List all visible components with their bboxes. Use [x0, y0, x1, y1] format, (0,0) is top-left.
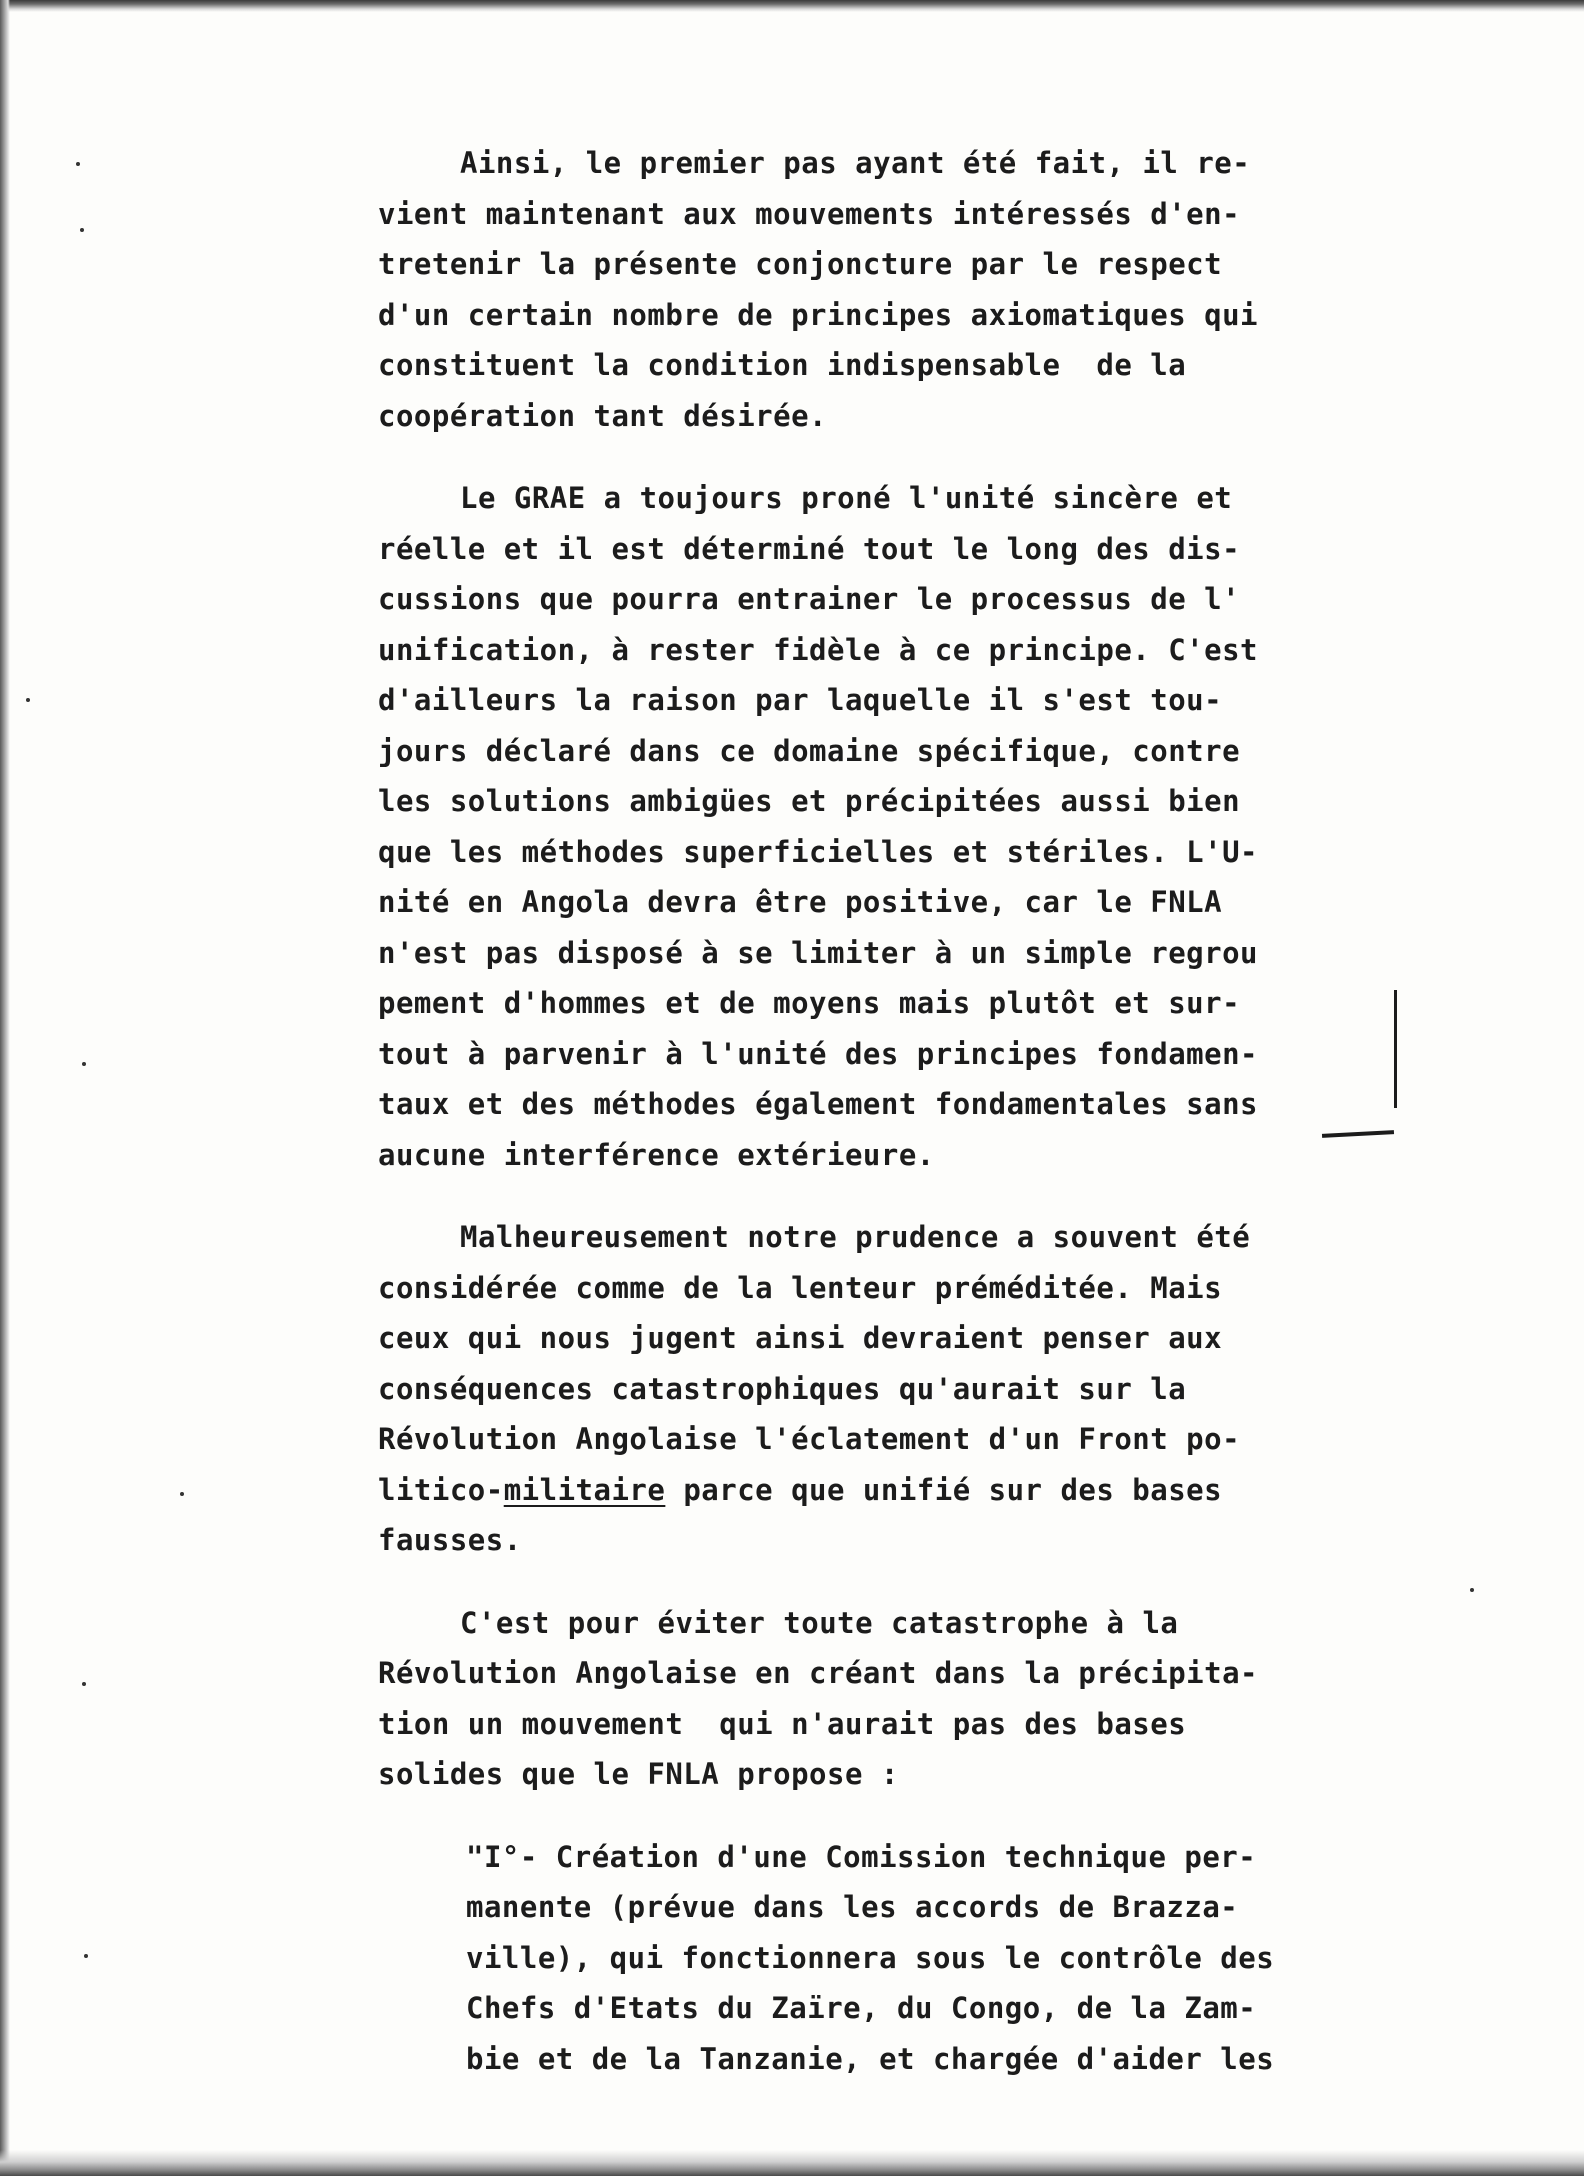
text-line: Révolution Angolaise l'éclatement d'un Front po-	[378, 1422, 1241, 1456]
text-line: les solutions ambigües et précipitées aussi bien	[378, 784, 1241, 818]
scan-speck	[82, 1062, 86, 1066]
text-line: Ainsi, le premier pas ayant été fait, il re-	[460, 146, 1251, 180]
text-line: pement d'hommes et de moyens mais plutôt et sur-	[378, 986, 1241, 1020]
text-line: coopération tant désirée.	[378, 398, 827, 433]
text-line: Chefs d'Etats du Zaïre, du Congo, de la Zam-	[466, 1991, 1257, 2025]
text-line: que les méthodes superficielles et stériles. L'U-	[378, 834, 1259, 869]
text-line: nité en Angola devra être positive, car le FNLA	[378, 885, 1223, 919]
body-paragraph	[378, 138, 1388, 441]
text-line: réelle et il est déterminé tout le long des dis-	[378, 531, 1241, 566]
text-line: C'est pour éviter toute catastrophe à la	[460, 1605, 1179, 1640]
text-line: manente (prévue dans les accords de Brazza-	[466, 1890, 1239, 1924]
text-line: tretenir la présente conjoncture par le respect	[378, 247, 1223, 281]
scan-speck	[84, 1954, 88, 1958]
scan-speck	[26, 698, 30, 702]
text-line: solides que le FNLA propose :	[378, 1757, 899, 1791]
text-line: unification, à rester fidèle à ce principe. C'est	[378, 632, 1259, 667]
text-line: "I°- Création d'une Comission technique per-	[466, 1839, 1257, 1874]
text-line: cussions que pourra entrainer le processus de l'	[378, 582, 1241, 616]
scan-speck	[1470, 1588, 1474, 1592]
text-line: Le GRAE a toujours proné l'unité sincère et	[460, 481, 1233, 515]
text-line: tion un mouvement qui n'aurait pas des bases	[378, 1706, 1187, 1741]
body-paragraph	[378, 1212, 1388, 1566]
scan-speck	[76, 162, 80, 166]
scan-speck	[80, 228, 84, 232]
text-line: jours déclaré dans ce domaine spécifique, contre	[378, 733, 1241, 768]
text-line: Malheureusement notre prudence a souvent été	[460, 1220, 1251, 1254]
body-paragraph	[378, 1598, 1388, 1800]
body-paragraph	[378, 473, 1388, 1180]
text-line: d'ailleurs la raison par laquelle il s'est tou-	[378, 683, 1223, 717]
text-line: ville), qui fonctionnera sous le contrôle des	[466, 1940, 1275, 1975]
text-line: bie et de la Tanzanie, et chargée d'aider les	[466, 2041, 1275, 2076]
text-line: d'un certain nombre de principes axiomatiques qui	[378, 297, 1259, 332]
scan-edge-top	[0, 0, 1584, 12]
scan-edge-left	[0, 0, 10, 2176]
scan-speck	[82, 1682, 86, 1686]
text-line: taux et des méthodes également fondamentales sans	[378, 1087, 1259, 1121]
text-line: vient maintenant aux mouvements intéressés d'en-	[378, 196, 1241, 231]
text-line: aucune interférence extérieure.	[378, 1137, 935, 1172]
document-body	[378, 138, 1388, 2116]
scan-edge-bottom	[0, 2150, 1584, 2176]
text-line: Révolution Angolaise en créant dans la précipita-	[378, 1656, 1259, 1690]
text-line: ceux qui nous jugent ainsi devraient penser aux	[378, 1321, 1223, 1355]
quoted-proposal-paragraph	[378, 1832, 1388, 2085]
text-line: tout à parvenir à l'unité des principes fondamen-	[378, 1036, 1259, 1071]
underlined-word: militaire	[503, 1472, 666, 1507]
text-line: n'est pas disposé à se limiter à un simple regrou	[378, 935, 1259, 970]
scan-speck	[180, 1492, 184, 1496]
text-line: litico-militaire parce que unifié sur des bases	[378, 1472, 1223, 1507]
text-line: fausses.	[378, 1523, 522, 1557]
text-line: conséquences catastrophiques qu'aurait sur la	[378, 1371, 1187, 1406]
text-line: constituent la condition indispensable de la	[378, 348, 1187, 382]
text-line: considérée comme de la lenteur préméditée. Mais	[378, 1270, 1223, 1305]
